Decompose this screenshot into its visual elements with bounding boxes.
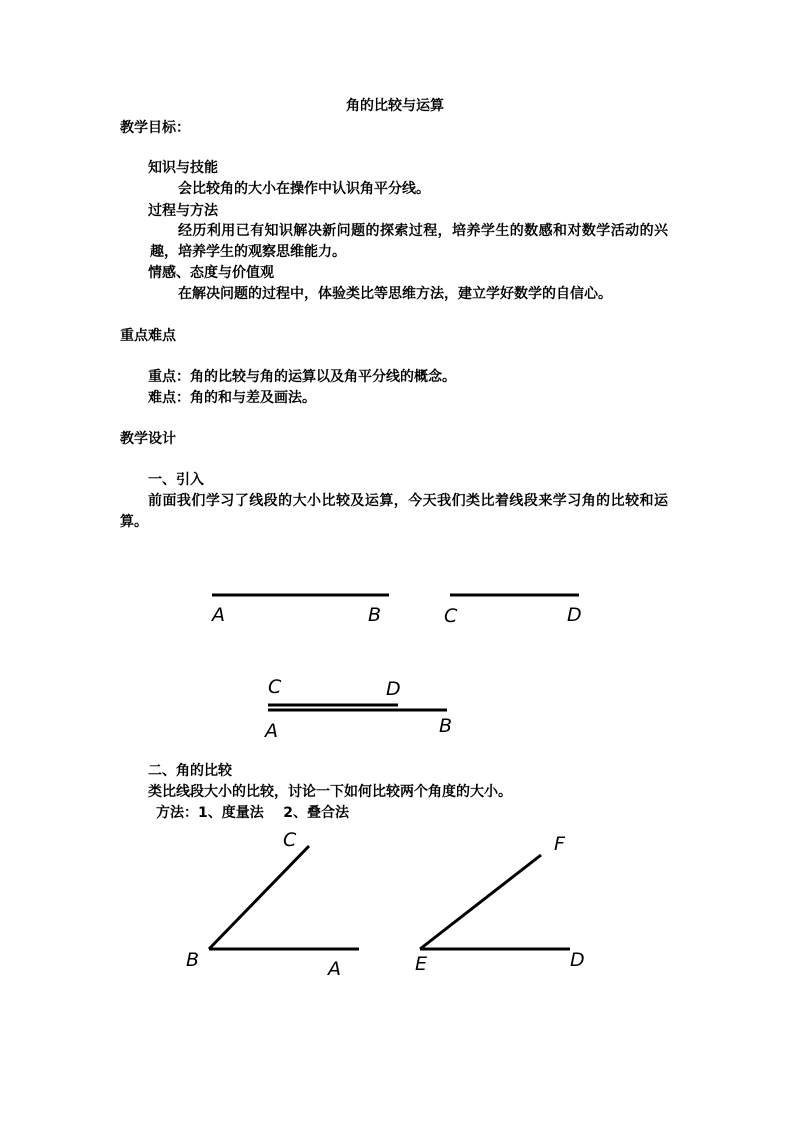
angle-def-arm-ef [420,855,541,949]
process-text: 经历利用已有知识解决新问题的探索过程，培养学生的数感和对数学活动的兴趣，培养学生的观察思维能力。 [150,223,668,260]
design-heading: 教学设计 [120,431,176,447]
segment-cd-label-c: C [444,605,458,627]
angle-abc-arm-bc [209,846,309,949]
segment-ab-label-a: A [212,604,225,626]
methods-text: 方法：1、度量法 2、叠合法 [156,805,349,821]
angle-abc-label-a: A [328,958,341,980]
segment-ab-label-b: B [368,604,382,626]
key-point: 重点：角的比较与角的运算以及角平分线的概念。 [148,369,456,385]
angle-def-label-e: E [415,953,428,975]
overlay-label-d: D [386,678,401,700]
goals-heading: 教学目标： [120,120,190,136]
angle-def-label-f: F [554,833,565,855]
intro-heading: 一、引入 [148,472,204,488]
knowledge-heading: 知识与技能 [148,160,218,176]
compare-heading: 二、角的比较 [148,763,232,779]
process-heading: 过程与方法 [148,203,218,219]
overlay-label-a: A [265,720,278,742]
segment-cd-label-d: D [567,604,582,626]
overlay-label-c: C [268,676,282,698]
emotion-text: 在解决问题的过程中，体验类比等思维方法，建立学好数学的自信心。 [178,286,612,302]
intro-text: 前面我们学习了线段的大小比较及运算，今天我们类比着线段来学习角的比较和运算。 [120,493,668,530]
difficult-point: 难点：角的和与差及画法。 [148,390,316,406]
angle-abc-label-c: C [283,829,297,851]
overlay-label-b: B [439,715,453,737]
page-title: 角的比较与运算 [346,98,444,114]
key-heading: 重点难点 [120,328,176,344]
knowledge-text: 会比较角的大小在操作中认识角平分线。 [178,181,430,197]
angle-def-label-d: D [570,949,585,971]
angle-abc-label-b: B [186,949,200,971]
compare-text: 类比线段大小的比较，讨论一下如何比较两个角度的大小。 [148,784,512,800]
emotion-heading: 情感、态度与价值观 [148,265,274,281]
